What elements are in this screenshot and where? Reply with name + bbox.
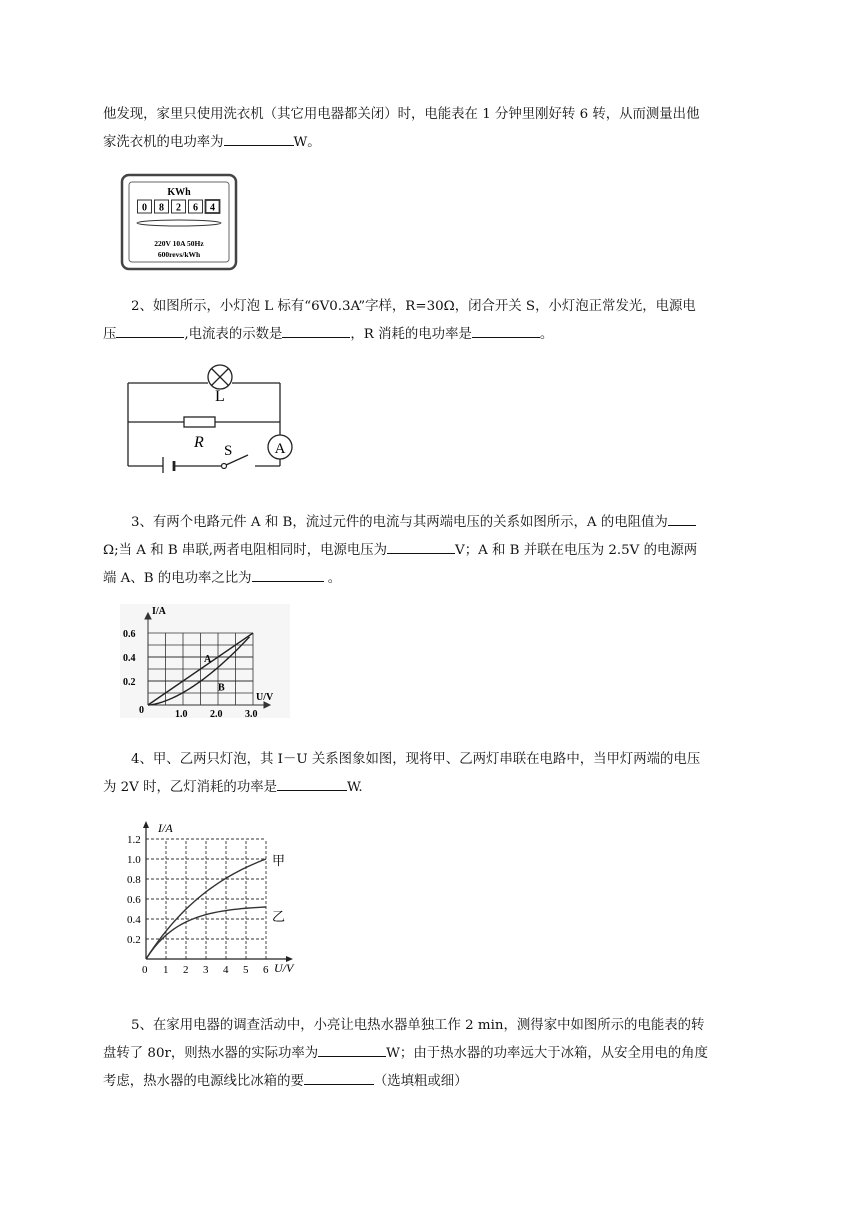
ammeter-label: A (274, 441, 286, 457)
answer-blank[interactable] (116, 323, 184, 338)
x-tick-label: 5 (243, 964, 249, 976)
x-tick-label: 2 (183, 964, 189, 976)
switch-label: S (224, 443, 233, 459)
y-tick-label: 0.4 (127, 914, 141, 926)
q1-text: 家洗衣机的电功率为 (103, 135, 224, 150)
curve-a-label: A (204, 653, 212, 665)
x-tick-label: 3.0 (245, 709, 258, 718)
curve-jia-label: 甲 (272, 853, 286, 868)
y-tick-label: 0.2 (123, 677, 136, 688)
q2-line1: 2、如图所示，小灯泡 L 标有“6V0.3A”字样，R=30Ω，闭合开关 S，小灯泡正常发光，电源电 (131, 299, 696, 314)
q4-line1: 4、甲、乙两只灯泡，其 I－U 关系图象如图，现将甲、乙两灯串联在电路中，当甲灯两端的电压 (131, 752, 701, 767)
answer-blank[interactable] (668, 511, 696, 526)
q2-line2 (103, 321, 803, 349)
meter-digits (138, 200, 220, 214)
q2-text: ,电流表的示数是 (184, 327, 283, 342)
q5-line2 (103, 1040, 803, 1068)
q4-line2 (103, 774, 803, 802)
q2-text: 压 (103, 327, 117, 342)
x-axis-label: U/V (274, 961, 294, 975)
x-tick-label: 1.0 (175, 709, 188, 718)
q3-line2 (103, 537, 803, 565)
origin-label: 0 (139, 705, 144, 716)
answer-blank[interactable] (387, 539, 455, 554)
q4-text: W. (347, 780, 363, 795)
question-2 (103, 293, 803, 321)
y-tick-label: 0.4 (123, 653, 136, 664)
q3-text: 3、有两个电路元件 A 和 B，流过元件的电流与其两端电压的关系如图所示，A 的电阻值为 (131, 515, 668, 530)
meter-digit: 0 (142, 202, 147, 214)
x-axis-label: U/V (256, 692, 274, 703)
question-1 (103, 101, 803, 157)
answer-blank[interactable] (472, 323, 540, 338)
x-tick-label: 6 (263, 964, 269, 976)
x-tick-label: 2.0 (210, 709, 223, 718)
y-axis-label: I/A (152, 606, 166, 617)
electric-meter-figure (120, 173, 238, 271)
curve-b-label: B (218, 682, 225, 694)
origin-label: 0 (142, 964, 148, 976)
meter-unit: KWh (167, 187, 191, 198)
y-tick-label: 1.2 (127, 834, 141, 846)
question-4 (103, 746, 803, 774)
q4-text: 为 2V 时，乙灯消耗的功率是 (103, 780, 277, 795)
y-axis-arrow (143, 821, 149, 828)
q3-text: Ω;当 A 和 B 串联,两者电阻相同时，电源电压为 (103, 543, 388, 558)
y-tick-label: 0.8 (127, 874, 141, 886)
question-5 (103, 1012, 803, 1040)
battery-icon (163, 457, 174, 473)
meter-digit: 8 (159, 202, 164, 214)
answer-blank[interactable] (282, 323, 350, 338)
x-tick-label: 1 (163, 964, 169, 976)
q2-text: 。 (539, 327, 554, 342)
q1-unit: W。 (293, 135, 321, 150)
y-tick-label: 1.0 (127, 854, 141, 866)
meter-rating: 220V 10A 50Hz (154, 239, 204, 248)
answer-blank[interactable] (252, 567, 324, 582)
answer-blank[interactable] (224, 131, 294, 146)
iu-graph-ab (120, 604, 290, 718)
q5-line1: 5、在家用电器的调查活动中，小亮让电热水器单独工作 2 min，测得家中如图所示的电能表的转 (131, 1018, 705, 1033)
q5-text: （选填粗或细） (373, 1074, 468, 1089)
q3-text: V；A 和 B 并联在电压为 2.5V 的电源两 (455, 543, 698, 558)
answer-blank[interactable] (318, 1042, 386, 1057)
x-tick-label: 3 (203, 964, 209, 976)
curve-yi-label: 乙 (272, 909, 286, 924)
q5-text: 考虑，热水器的电源线比冰箱的要 (103, 1074, 304, 1089)
q5-text: W；由于热水器的功率远大于冰箱，从安全用电的角度 (386, 1046, 708, 1061)
answer-blank[interactable] (277, 776, 347, 791)
q3-text: 端 A、B 的电功率之比为 (103, 571, 252, 586)
meter-digit: 4 (210, 202, 215, 214)
lamp-icon (208, 365, 232, 389)
y-tick-label: 0.2 (127, 934, 141, 946)
resistor-label: R (194, 434, 204, 451)
lamp-label: L (215, 388, 225, 405)
meter-digit: 2 (176, 202, 181, 214)
q2-text: ，R 消耗的电功率是 (350, 327, 472, 342)
y-tick-label: 0.6 (127, 894, 141, 906)
iu-graph-jia-yi (126, 812, 296, 990)
q5-line3 (103, 1068, 803, 1096)
q3-line3 (103, 565, 803, 593)
resistor-icon (184, 417, 215, 427)
y-axis-label: I/A (158, 821, 173, 835)
y-tick-label: 0.6 (123, 629, 136, 640)
circuit-diagram (118, 363, 298, 473)
x-tick-label: 4 (223, 964, 229, 976)
answer-blank[interactable] (304, 1070, 374, 1085)
q1-line1: 他发现，家里只使用洗衣机（其它用电器都关闭）时，电能表在 1 分钟里刚好转 6 转，从而测量出他 (103, 107, 700, 122)
q5-text: 盘转了 80r，则热水器的实际功率为 (103, 1046, 319, 1061)
q1-line2 (103, 129, 803, 157)
q3-text: 。 (323, 571, 342, 586)
meter-digit: 6 (193, 202, 198, 214)
question-3 (103, 509, 803, 537)
meter-constant: 600revs/kWh (157, 250, 201, 259)
